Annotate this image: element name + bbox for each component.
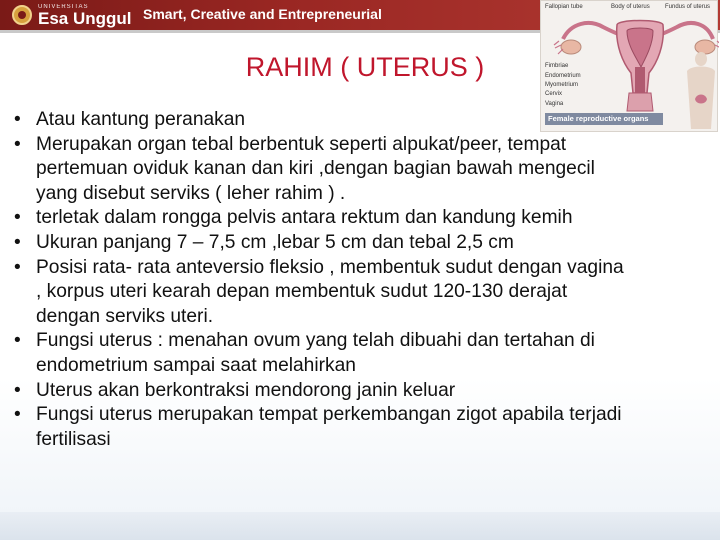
content-area (14, 108, 714, 452)
bullet-text-line: , korpus uteri kearah depan membentuk sudut 120-130 derajat (36, 281, 568, 303)
diagram-caption: Female reproductive organs (545, 113, 663, 125)
bullet-icon: • (14, 379, 21, 401)
logo-name: Esa Unggul (38, 8, 132, 28)
bullet-list (14, 108, 714, 452)
bullet-icon: • (14, 109, 21, 130)
bullet-icon: • (14, 133, 21, 155)
bullet-item (14, 206, 714, 231)
bullet-text-line: Fungsi uterus merupakan tempat perkembangan zigot apabila terjadi (36, 404, 622, 426)
label-fallopian-tube: Fallopian tube (545, 4, 583, 10)
logo-emblem-icon (12, 5, 32, 25)
tagline: Smart, Creative and Entrepreneurial (143, 6, 382, 22)
university-logo (12, 4, 132, 26)
bullet-item (14, 108, 714, 133)
bullet-text-line: pertemuan oviduk kanan dan kiri ,dengan bagian bawah mengecil (36, 158, 595, 180)
bullet-text-line: Atau kantung peranakan (36, 109, 246, 130)
bullet-item (14, 133, 714, 207)
bullet-text-line: Merupakan organ tebal berbentuk seperti alpukat/peer, tempat (36, 133, 567, 155)
logo-text (38, 4, 132, 27)
bullet-text-line: Fungsi uterus : menahan ovum yang telah dibuahi dan tertahan di (36, 330, 595, 352)
bullet-item (14, 256, 714, 330)
footer-bar (0, 512, 720, 540)
bullet-text-line: dengan serviks uteri. (36, 305, 214, 327)
logo-small-text: UNIVERSITAS (38, 3, 89, 10)
bullet-text-line: Posisi rata- rata anteversio fleksio , membentuk sudut dengan vagina (36, 256, 624, 278)
label-endometrium: Endometrium (545, 73, 581, 79)
bullet-icon: • (14, 231, 21, 253)
slide-title: RAHIM ( UTERUS ) (245, 52, 485, 82)
bullet-text-line: yang disebut serviks ( leher rahim ) . (36, 182, 346, 204)
label-vagina: Vagina (545, 101, 564, 107)
bullet-icon: • (14, 256, 21, 278)
bullet-text-line: terletak dalam rongga pelvis antara rektum dan kandung kemih (36, 207, 573, 229)
label-myometrium: Myometrium (545, 82, 579, 88)
bullet-icon: • (14, 404, 21, 426)
bullet-text-line: Uterus akan berkontraksi mendorong janin keluar (36, 379, 456, 401)
label-fundus-of-uterus: Fundus of uterus (665, 4, 711, 10)
bullet-icon: • (14, 207, 21, 229)
bullet-item (14, 231, 714, 256)
bullet-item (14, 379, 714, 404)
bullet-text-line: Ukuran panjang 7 – 7,5 cm ,lebar 5 cm dan tebal 2,5 cm (36, 231, 514, 253)
bullet-item (14, 403, 714, 452)
bullet-item (14, 329, 714, 378)
bullet-text-line: fertilisasi (36, 428, 111, 450)
label-body-of-uterus: Body of uterus (611, 4, 650, 10)
bullet-icon: • (14, 330, 21, 352)
label-fimbriae: Fimbriae (545, 63, 569, 69)
label-cervix: Cervix (545, 91, 563, 97)
bullet-text-line: endometrium sampai saat melahirkan (36, 354, 356, 376)
